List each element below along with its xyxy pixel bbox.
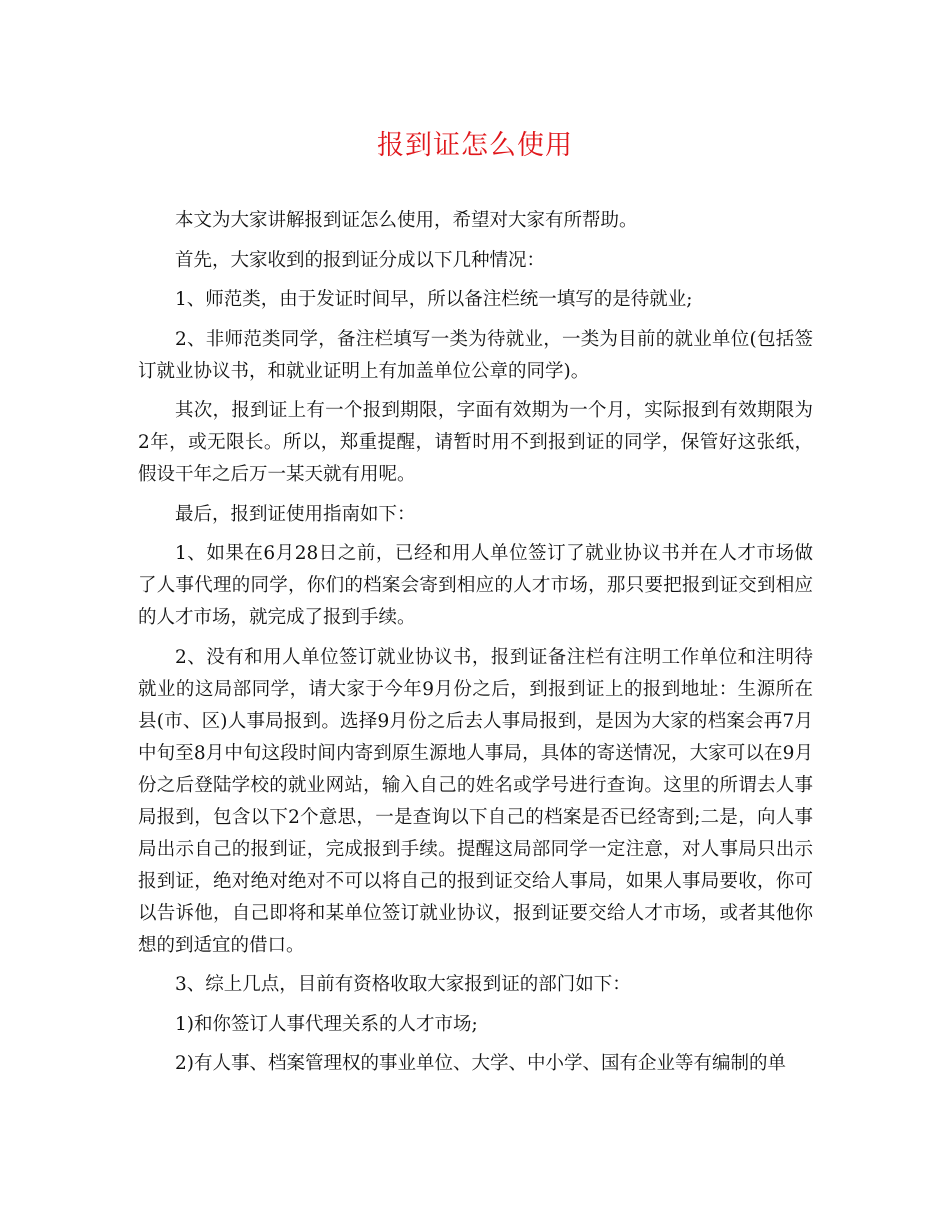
paragraph: 2)有人事、档案管理权的事业单位、大学、中小学、国有企业等有编制的单	[175, 1053, 786, 1074]
page-title: 报到证怎么使用	[377, 130, 573, 161]
paragraph: 本文为大家讲解报到证怎么使用，希望对大家有所帮助。	[175, 210, 638, 231]
paragraph: 3、综上几点，目前有资格收取大家报到证的部门如下：	[175, 974, 631, 995]
paragraph: 首先，大家收到的报到证分成以下几种情况：	[175, 249, 546, 271]
paragraph: 1、师范类，由于发证时间早，所以备注栏统一填写的是待就业;	[175, 289, 693, 310]
paragraph: 1)和你签订人事代理关系的人才市场;	[175, 1013, 478, 1035]
paragraph: 2、非师范类同学，备注栏填写一类为待就业，一类为目前的就业单位(包括签订就业协议书，和就业证明上有加盖单位公章的同学)。	[138, 328, 813, 382]
paragraph: 最后，报到证使用指南如下：	[175, 503, 416, 525]
paragraph: 2、没有和用人单位签订就业协议书，报到证备注栏有注明工作单位和注明待就业的这局部同学，请大家于今年9月份之后，到报到证上的报到地址：生源所在县(市、区)人事局报到。选择9月份之后去人事局报到，是因为大家的档案会再7月中旬至8月中旬这段时间内寄到原生源地人事局，具体的寄送情况，大家可以在9月份之后登陆学校的就业网站，输入自己的姓名或学号进行查询。这里的所谓去人事局报到，包含以下2个意思，一是查询以下自己的档案是否已经寄到;二是，向人事局出示自己的报到证，完成报到手续。提醒这局部同学一定注意，对人事局只出示报到证，绝对绝对绝对不可以将自己的报到证交给人事局，如果人事局要收，你可以告诉他，自己即将和某单位签订就业协议，报到证要交给人才市场，或者其他你想的到适宜的借口。	[138, 646, 813, 956]
paragraph: 1、如果在6月28日之前，已经和用人单位签订了就业协议书并在人才市场做了人事代理的同学，你们的档案会寄到相应的人才市场，那只要把报到证交到相应的人才市场，就完成了报到手续。	[138, 543, 813, 628]
paragraph: 其次，报到证上有一个报到期限，字面有效期为一个月，实际报到有效期限为2年，或无限长。所以，郑重提醒，请暂时用不到报到证的同学，保管好这张纸，假设干年之后万一某天就有用呢。	[138, 400, 813, 485]
document-body	[138, 205, 813, 1088]
